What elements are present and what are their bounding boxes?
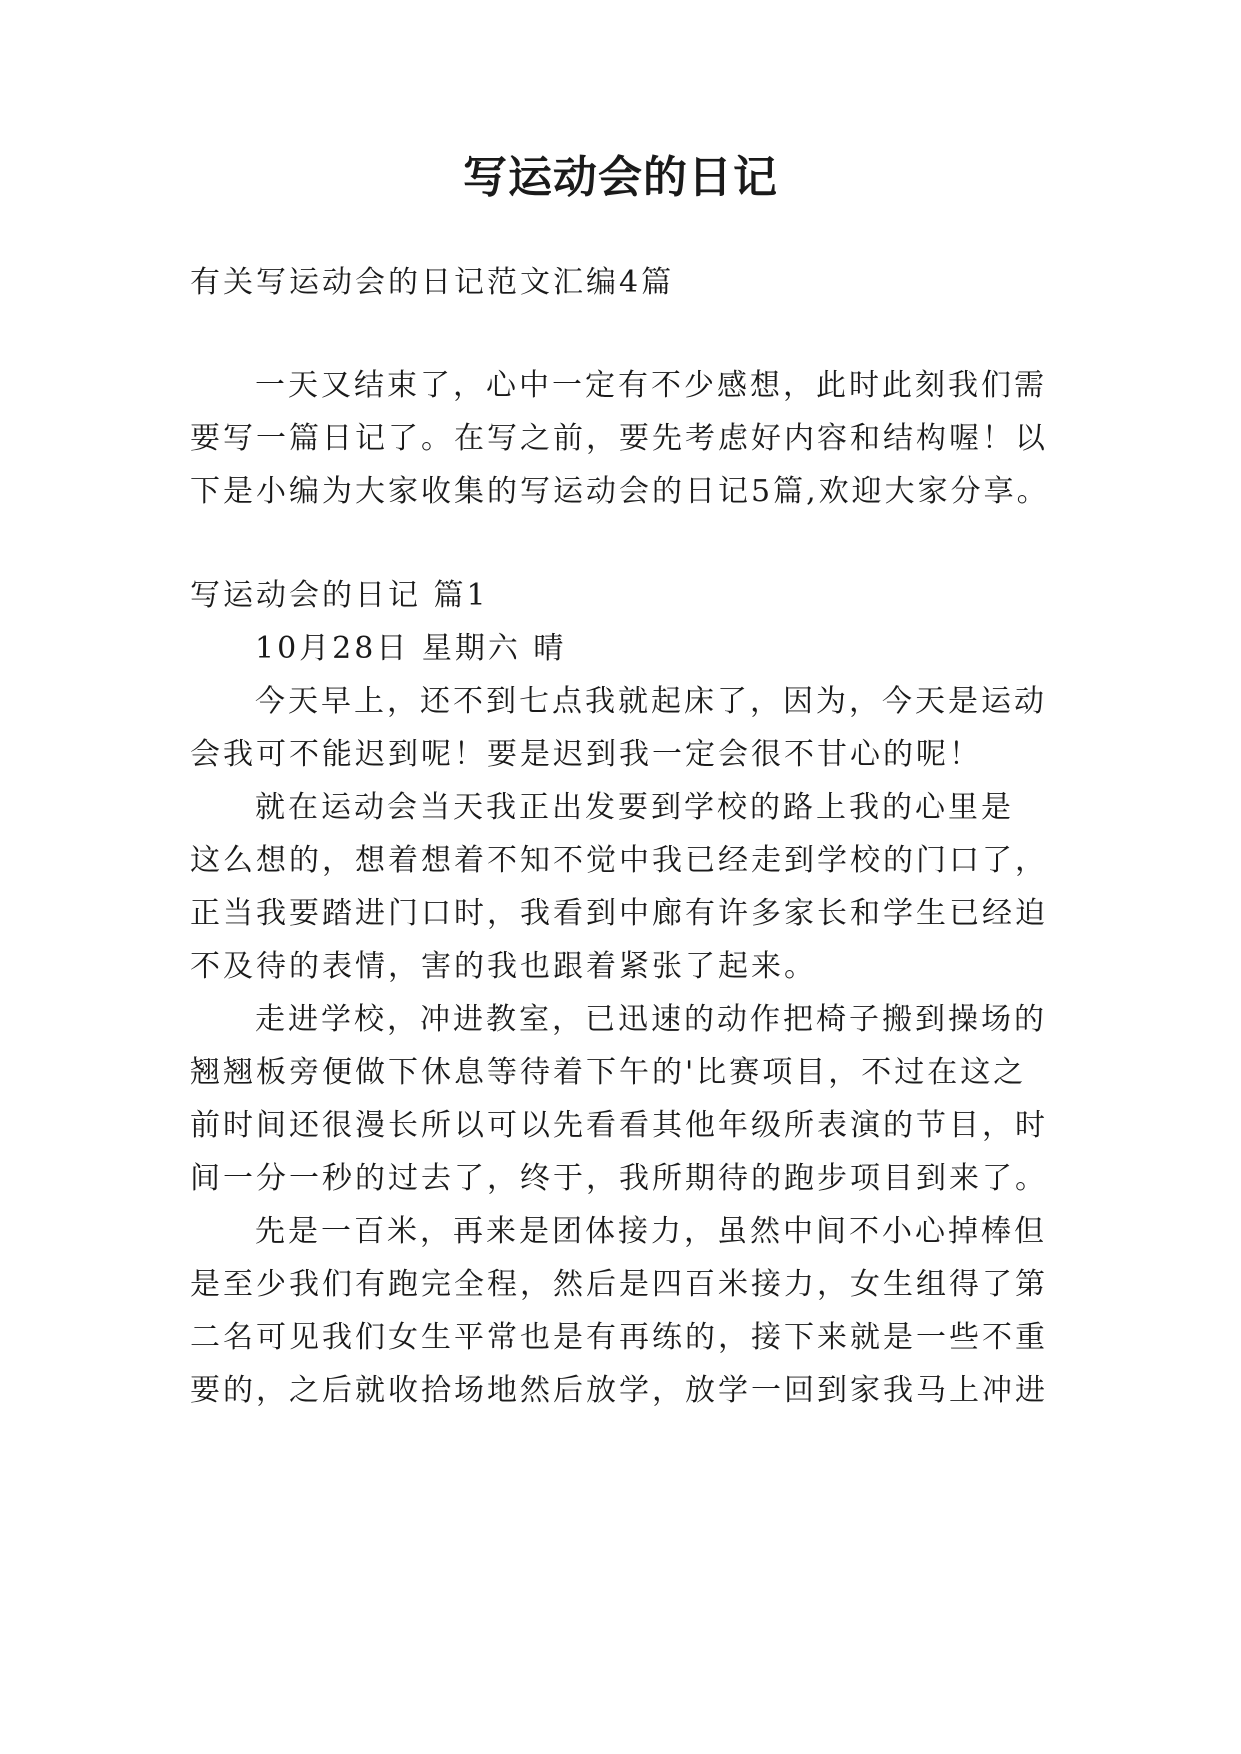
body-line: 正当我要踏进门口时，我看到中廊有许多家长和学生已经迫 <box>190 896 1048 931</box>
document-title: 写运动会的日记 <box>463 152 778 203</box>
section-heading: 写运动会的日记 篇1 <box>190 578 489 613</box>
body-line: 前时间还很漫长所以可以先看看其他年级所表演的节目，时 <box>190 1108 1048 1143</box>
intro-line: 一天又结束了，心中一定有不少感想，此时此刻我们需 <box>255 368 1047 403</box>
body-line: 会我可不能迟到呢！要是迟到我一定会很不甘心的呢！ <box>190 737 982 772</box>
date-line: 10月28日 星期六 晴 <box>255 631 567 666</box>
intro-line: 要写一篇日记了。在写之前，要先考虑好内容和结构喔！以 <box>190 421 1048 456</box>
body-line: 今天早上，还不到七点我就起床了，因为，今天是运动 <box>255 684 1047 719</box>
body-line: 翘翘板旁便做下休息等待着下午的'比赛项目，不过在这之 <box>190 1055 1027 1090</box>
intro-line: 下是小编为大家收集的写运动会的日记5篇,欢迎大家分享。 <box>190 474 1050 509</box>
body-line: 走进学校，冲进教室，已迅速的动作把椅子搬到操场的 <box>255 1002 1047 1037</box>
body-line: 就在运动会当天我正出发要到学校的路上我的心里是 <box>255 790 1014 825</box>
body-line: 不及待的表情，害的我也跟着紧张了起来。 <box>190 949 817 984</box>
document-subtitle: 有关写运动会的日记范文汇编4篇 <box>190 265 675 300</box>
body-line: 间一分一秒的过去了，终于，我所期待的跑步项目到来了。 <box>190 1161 1048 1196</box>
body-line: 是至少我们有跑完全程，然后是四百米接力，女生组得了第 <box>190 1267 1048 1302</box>
body-line: 二名可见我们女生平常也是有再练的，接下来就是一些不重 <box>190 1320 1048 1355</box>
body-line: 要的，之后就收拾场地然后放学，放学一回到家我马上冲进 <box>190 1373 1048 1408</box>
body-line: 先是一百米，再来是团体接力，虽然中间不小心掉棒但 <box>255 1214 1047 1249</box>
body-line: 这么想的，想着想着不知不觉中我已经走到学校的门口了， <box>190 843 1048 878</box>
